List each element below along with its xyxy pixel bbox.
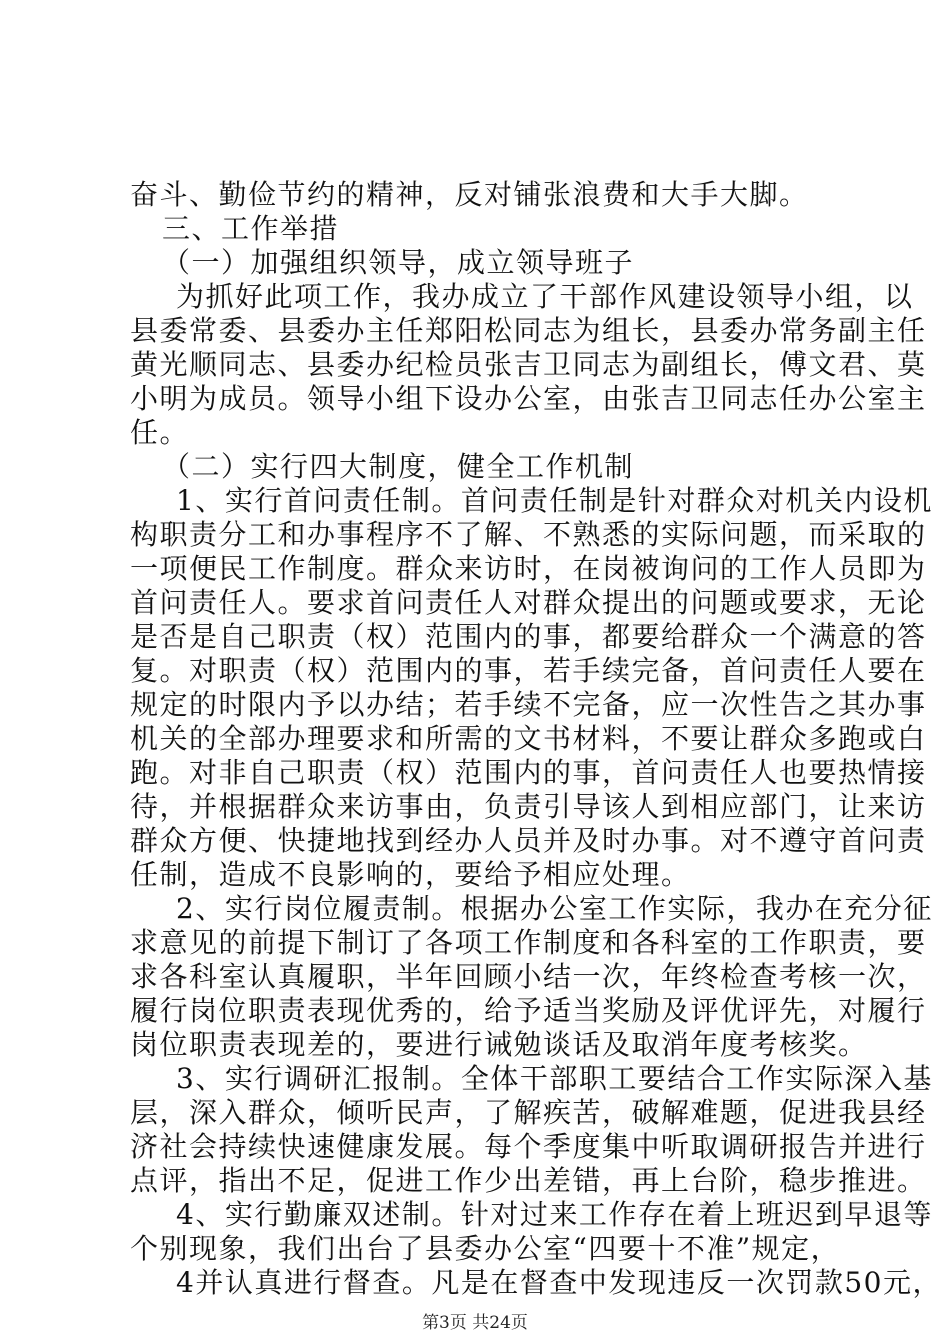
text-line: 任。 — [130, 416, 190, 449]
subsection-heading: （一）加强组织领导，成立领导班子 — [162, 246, 635, 279]
text-line: 岗位职责表现差的，要进行诫勉谈话及取消年度考核奖。 — [130, 1028, 868, 1061]
text-line: 首问责任人。要求首问责任人对群众提出的问题或要求，无论 — [130, 586, 927, 619]
text-line: 群众方便、快捷地找到经办人员并及时办事。对不遵守首问责 — [130, 824, 927, 857]
section-heading: 三、工作举措 — [162, 212, 340, 245]
text-line: 小明为成员。领导小组下设办公室，由张吉卫同志任办公室主 — [130, 382, 927, 415]
text-line: 求各科室认真履职，半年回顾小结一次，年终检查考核一次， — [130, 960, 927, 993]
text-line: 是否是自己职责（权）范围内的事，都要给群众一个满意的答 — [130, 620, 927, 653]
text-line: 奋斗、勤俭节约的精神，反对铺张浪费和大手大脚。 — [130, 178, 809, 211]
text-line: 层，深入群众，倾听民声，了解疾苦，破解难题，促进我县经 — [130, 1096, 927, 1129]
text-line: 履行岗位职责表现优秀的，给予适当奖励及评优评先，对履行 — [130, 994, 927, 1027]
text-line: 个别现象，我们出台了县委办公室“四要十不准”规定， — [130, 1232, 841, 1265]
text-line: 4、实行勤廉双述制。针对过来工作存在着上班迟到早退等 — [176, 1198, 933, 1231]
text-line: 机关的全部办理要求和所需的文书材料，不要让群众多跑或白 — [130, 722, 927, 755]
page-footer: 第3页 共24页 — [422, 1313, 528, 1333]
text-line: 为抓好此项工作，我办成立了干部作风建设领导小组，以 — [176, 280, 914, 313]
text-line: 济社会持续快速健康发展。每个季度集中听取调研报告并进行 — [130, 1130, 927, 1163]
text-line: 点评，指出不足，促进工作少出差错，再上台阶，稳步推进。 — [130, 1164, 927, 1197]
text-line: 4并认真进行督查。凡是在督查中发现违反一次罚款50元， — [176, 1266, 942, 1299]
text-line: 3、实行调研汇报制。全体干部职工要结合工作实际深入基 — [176, 1062, 933, 1095]
subsection-heading: （二）实行四大制度，健全工作机制 — [162, 450, 635, 483]
text-line: 求意见的前提下制订了各项工作制度和各科室的工作职责，要 — [130, 926, 927, 959]
text-line: 规定的时限内予以办结；若手续不完备，应一次性告之其办事 — [130, 688, 927, 721]
text-line: 1、实行首问责任制。首问责任制是针对群众对机关内设机 — [176, 484, 933, 517]
text-line: 构职责分工和办事程序不了解、不熟悉的实际问题，而采取的 — [130, 518, 927, 551]
text-line: 一项便民工作制度。群众来访时，在岗被询问的工作人员即为 — [130, 552, 927, 585]
text-line: 任制，造成不良影响的，要给予相应处理。 — [130, 858, 691, 891]
text-line: 待，并根据群众来访事由，负责引导该人到相应部门，让来访 — [130, 790, 927, 823]
text-line: 2、实行岗位履责制。根据办公室工作实际，我办在充分征 — [176, 892, 933, 925]
text-line: 复。对职责（权）范围内的事，若手续完备，首问责任人要在 — [130, 654, 927, 687]
text-line: 黄光顺同志、县委办纪检员张吉卫同志为副组长，傅文君、莫 — [130, 348, 927, 381]
text-line: 县委常委、县委办主任郑阳松同志为组长，县委办常务副主任 — [130, 314, 927, 347]
text-line: 跑。对非自己职责（权）范围内的事，首问责任人也要热情接 — [130, 756, 927, 789]
